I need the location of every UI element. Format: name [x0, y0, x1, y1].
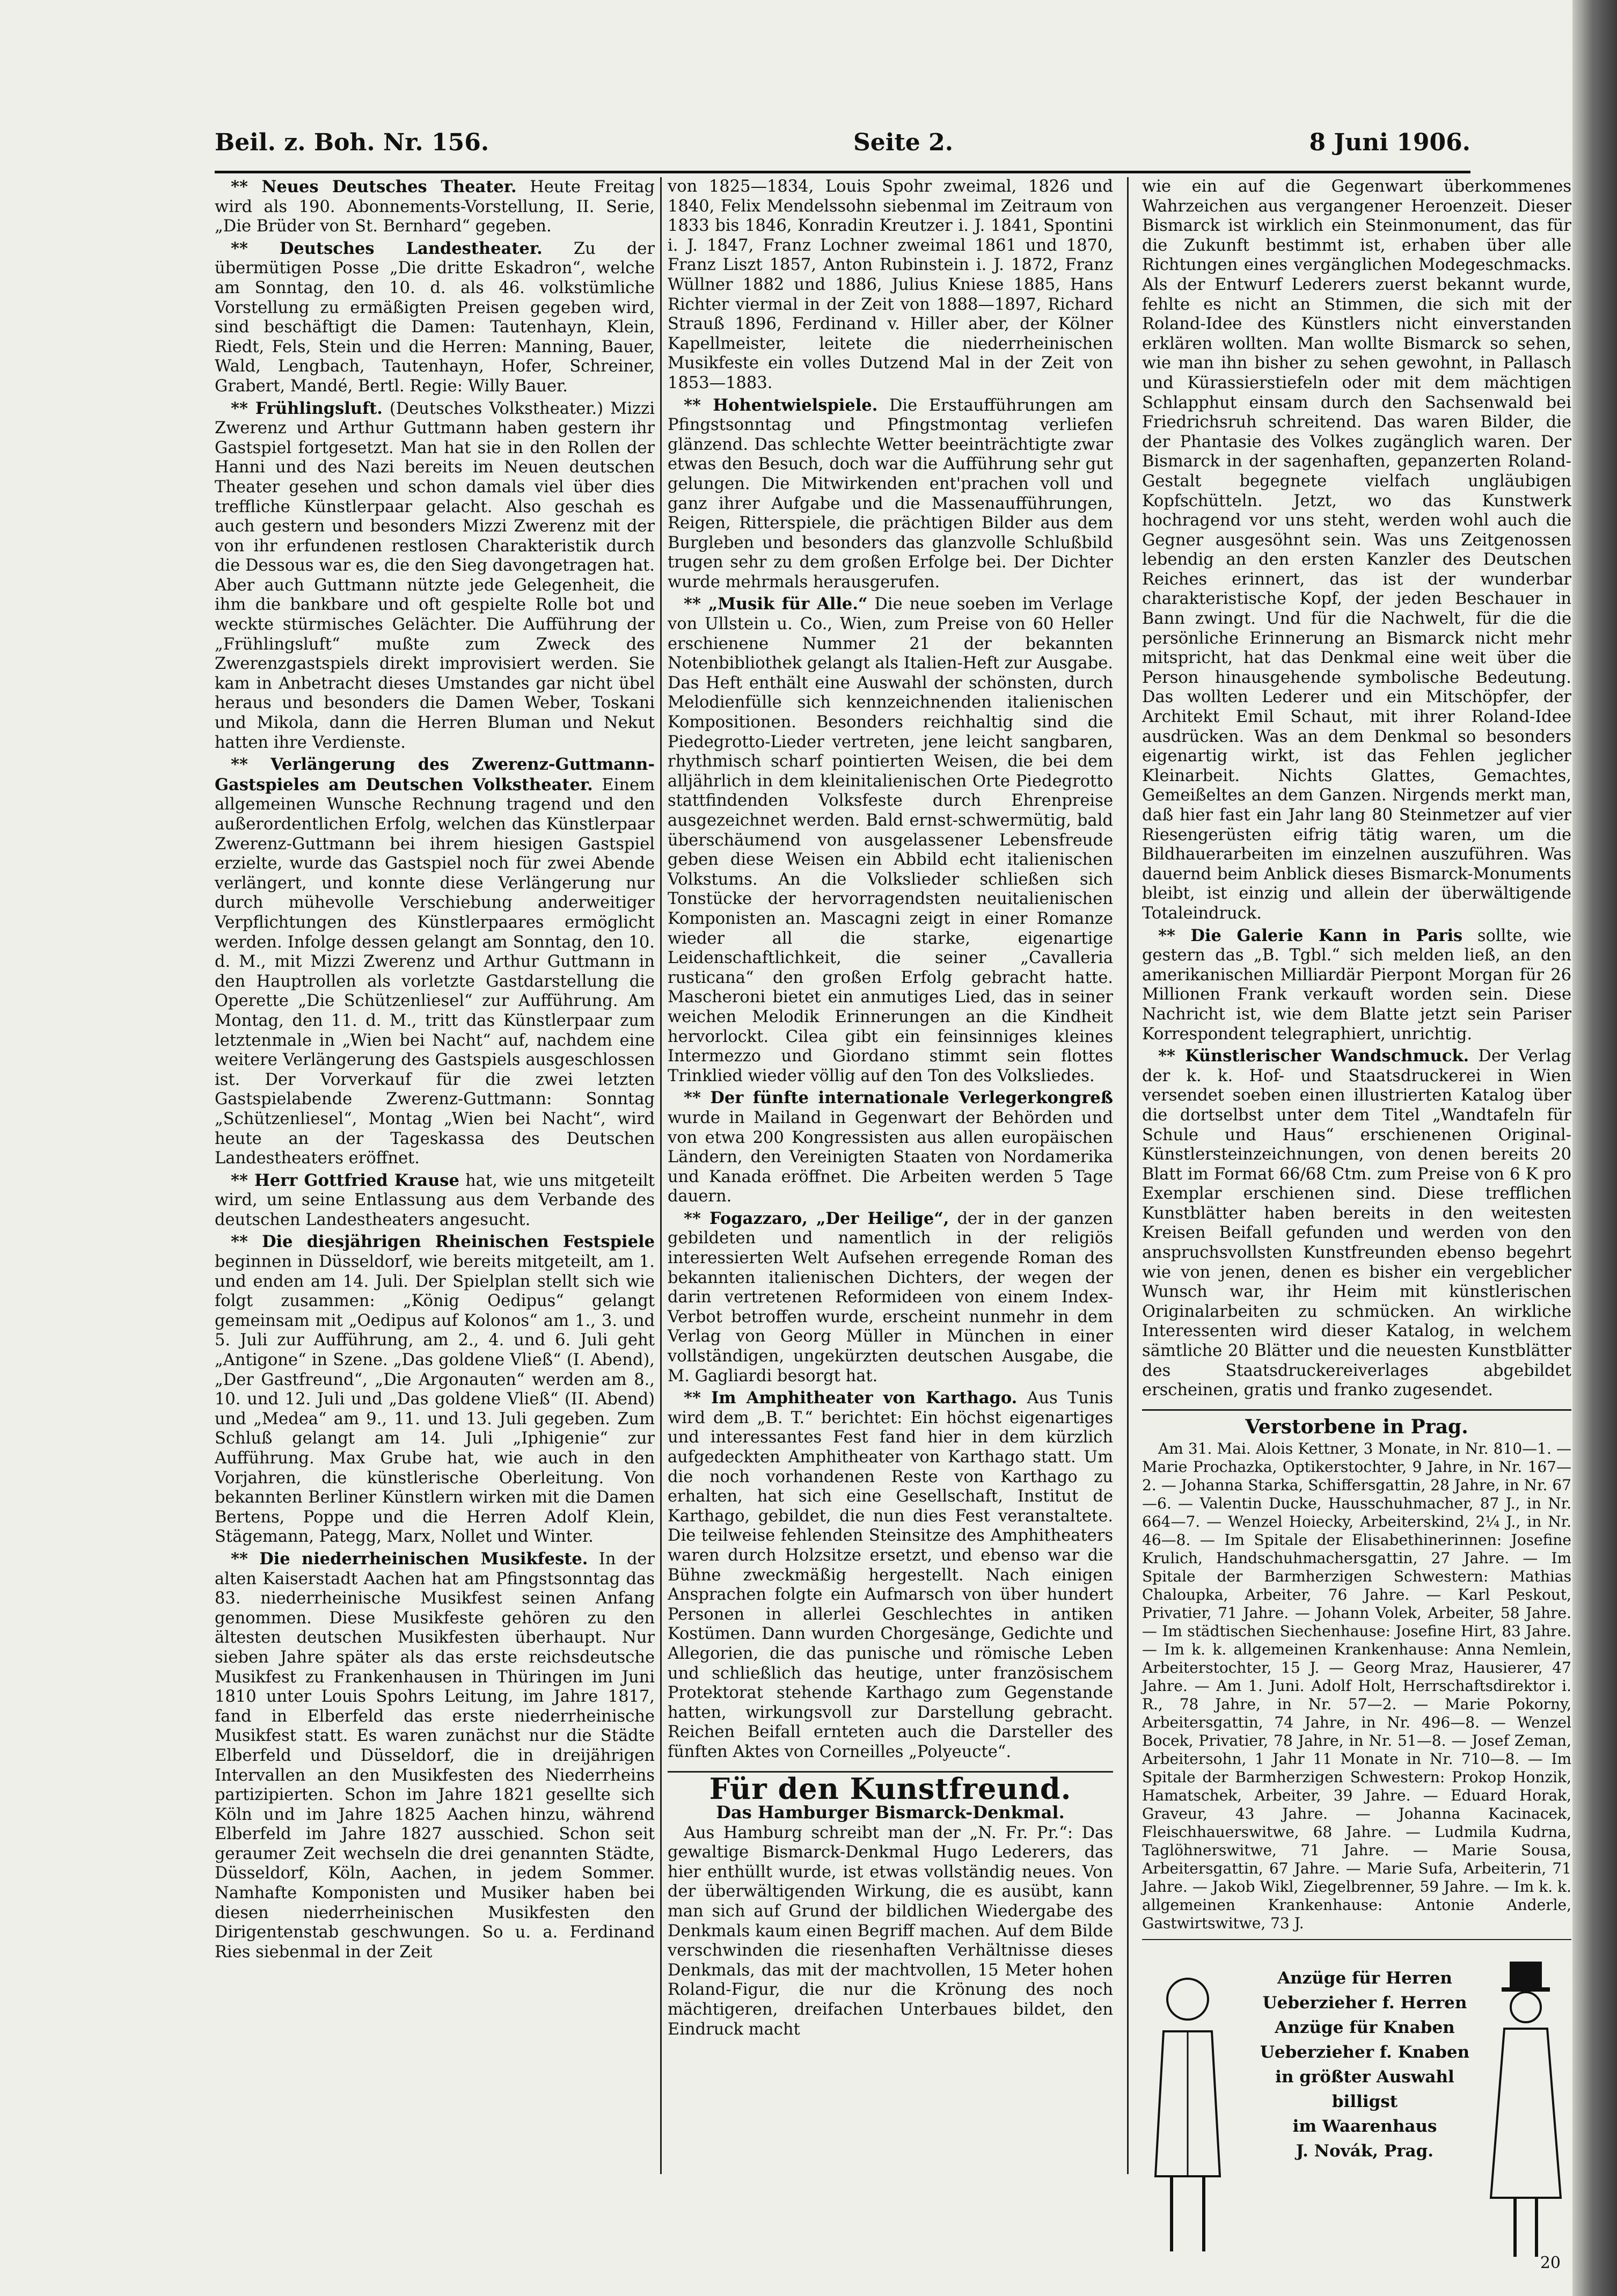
article-heading: ** Neues Deutsches Theater.	[231, 177, 517, 196]
article-body: In der alten Kaiserstadt Aachen hat am Pfingstsonntag das 83. niederrheinische Musikfest seinen Anfang genommen. Diese Musikfeste gehören zu den ältesten deutschen Musikfesten überhaupt. Nur sieben Jahre später als das erste reichsdeutsche Musikfest zu Frankenhausen in Thüringen im Juni 1810 unter Louis Spohrs Leitung, im Jahre 1817, fand in Elberfeld das erste niederrheinische Musikfest statt. Es waren zunächst nur die Städte Elberfeld und Düsseldorf, die in dreijährigen Intervallen an den Musikfesten des Niederrheins partizipierten. Schon im Jahre 1821 gesellte sich Köln und im Jahre 1825 Aachen hinzu, während Elberfeld im Jahre 1827 ausschied. Schon seit geraumer Zeit wechseln die drei genannten Städte, Düsseldorf, Köln, Aachen, in jedem Sommer. Namhafte Komponisten und Musiker haben bei diesen niederrheinischen Musikfesten den Dirigentenstab geschwungen. So u. a. Ferdinand Ries siebenmal in der Zeit	[215, 1549, 655, 1962]
column-divider-1	[660, 177, 662, 2174]
article	[668, 396, 1113, 593]
gentleman-figure-icon	[1486, 1962, 1566, 2262]
article-body: Einem allgemeinen Wunsche Rechnung tragend und den außerordentlichen Erfolg, welchen das Künstlerpaar Zwerenz-Guttmann bei ihrem hiesigen Gastspiel erzielte, wurde das Gastspiel noch für zwei Abende verlängert, und konnte diese Verlängerung nur durch mühevolle Verschiebung anderweitiger Verpflichtungen des Künstlerpaares ermöglicht werden. Infolge dessen gelangt am Sonntag, den 10. d. M., mit Mizzi Zwerenz und Arthur Guttmann in den Hauptrollen als vorletzte Gastdarstellung die Operette „Die Schützenliesel“ zur Aufführung. Am Montag, den 11. d. M., tritt das Künstlerpaar zum letztenmale in „Wien bei Nacht“ auf, nachdem eine weitere Verlängerung des Gastspiels ausgeschlossen ist. Der Vorverkauf für die zwei letzten Gastspielabende Zwerenz-Guttmann: Sonntag „Schützenliesel“, Montag „Wien bei Nacht“, wird heute an der Tageskassa des Deutschen Landestheaters eröffnet.	[215, 775, 655, 1168]
article	[668, 1209, 1113, 1386]
ad-line: billigst	[1331, 2092, 1398, 2112]
article-heading: ** Herr Gottfried Krause	[231, 1170, 459, 1190]
article-body: der in der ganzen gebildeten und namentlich in der religiös interessierten Welt Aufsehen erregende Roman des bekannten italienischen Dichters, der wegen der darin vertretenen Reformideen von einem Index-Verbot betroffen wurde, erscheint nunmehr in dem Verlag von Georg Müller in München in einer vollständigen, ungekürzten deutschen Ausgabe, die M. Gagliardi besorgt hat.	[668, 1209, 1113, 1386]
article	[215, 239, 655, 397]
article	[215, 1232, 655, 1547]
page-header	[215, 129, 1470, 166]
article-body: (Deutsches Volkstheater.) Mizzi Zwerenz und Arthur Guttmann haben gestern ihr Gastspiel fortgesetzt. Man hat sie in den Rollen der Hanni und des Nazi bereits im Neuen deutschen Theater gesehen und schon damals viel über dies treffliche Künstlerpaar gelacht. Also geschah es auch gestern und besonders Mizzi Zwerenz mit der von ihr erfundenen restlosen Charakteristik durch die Dessous war es, die den Sieg davongetragen hat. Aber auch Guttmann nützte jede Gelegenheit, die ihm die bankbare und oft gespielte Rolle bot und weckte stürmisches Gelächter. Die Aufführung der „Frühlingsluft“ mußte zum Zweck des Zwerenzgastspiels direkt improvisiert werden. Sie kam in Anbetracht dieses Umstandes gar nicht übel heraus und besonders die Damen Weber, Toskani und Mikola, dann die Herren Bluman und Nekut hatten ihre Verdienste.	[215, 399, 655, 752]
article-heading: ** Die diesjährigen Rheinischen Festspiele	[231, 1232, 655, 1252]
article-body: Heute Freitag wird als 190. Abonnements-Vorstellung, II. Serie, „Die Brüder von St. Bernhard“ gegeben.	[215, 178, 655, 236]
ad-line: in größter Auswahl	[1275, 2067, 1454, 2087]
ad-line: Anzüge für Herren	[1277, 1969, 1452, 1988]
article-body: Die neue soeben im Verlage von Ullstein u. Co., Wien, zum Preise von 60 Heller erschienene Nummer 21 der bekannten Notenbibliothek gelangt als Italien-Heft zur Ausgabe. Das Heft enthält eine Auswahl der schönsten, durch Melodienfülle sich kennzeichnenden italienischen Kompositionen. Besonders reichhaltig sind die Piedegrotto-Lieder vertreten, jene leicht sangbaren, rhythmisch scharf pointierten Weisen, die bei dem alljährlich in dem kleinitalienischen Orte Piedegrotto stattfindenden Volksfeste durch Ehrenpreise ausgezeichnet werden. Bald ernst-schwermütig, bald überschäumend von ausgelassener Lebensfreude geben diese Weisen ein Abbild echt italienischen Volkstums. An die Volkslieder schließen sich Tonstücke der hervorragendsten neuitalienischen Komponisten an. Mascagni zeigt in einer Romanze wieder all die starke, eigenartige Leidenschaftlichkeit, die seiner „Cavalleria rusticana“ den großen Erfolg gebracht hatte. Mascheroni bietet ein anmutiges Lied, das in seiner weichen Melodik Erinnerungen an die Kindheit hervorlockt. Cilea gibt ein feinsinniges kleines Intermezzo und Giordano stimmt sein flottes Trinklied wieder völlig auf den Ton des Volksliedes.	[668, 595, 1113, 1085]
ad-line: J. Novák, Prag.	[1296, 2141, 1434, 2161]
article-body: Zu der übermütigen Posse „Die dritte Eskadron“, welche am Sonntag, den 10. d. als 46. volkstümliche Vorstellung zu ermäßigten Preisen gegeben wird, sind beschäftigt die Damen: Tautenhayn, Klein, Riedt, Fels, Stein und die Herren: Manning, Bauer, Wald, Lengbach, Tautenhayn, Hofer, Schreiner, Grabert, Mandé, Bertl. Regie: Willy Bauer.	[215, 239, 655, 396]
article-heading: ** Fogazzaro, „Der Heilige“,	[684, 1208, 949, 1228]
column-3	[1142, 177, 1571, 2272]
article-heading: ** Der fünfte internationale Verlegerkongreß	[684, 1088, 1113, 1108]
article-continuation-bismarck: wie ein auf die Gegenwart überkommenes Wahrzeichen aus vergangener Heroenzeit. Dieser Bismarck ist wirklich ein Steinmonument, das für die Zukunft bestimmt ist, erhaben über alle Richtungen eines vergänglichen Modegeschmacks. Als der Entwurf Lederers zuerst bekannt wurde, fehlte es nicht an Stimmen, die sich mit der Roland-Idee des Künstlers nicht einverstanden erklären wollten. Man wollte Bismarck so sehen, wie man ihn bisher zu sehen gewohnt, in Pallasch und Kürassierstiefeln oder mit dem mächtigen Schlapphut einsam durch den Sachsenwald bei Friedrichsruh schreitend. Das waren Bilder, die der Phantasie des Volkes zugänglich waren. Der Bismarck in der sagenhaften, gepanzerten Roland-Gestalt begegnete vielfach ungläubigen Kopfschütteln. Jetzt, wo das Kunstwerk hochragend vor uns steht, werden wohl auch die Gegner ausgesöhnt sein. Was uns Zeitgenossen lebendig an den ersten Kanzler des Deutschen Reiches erinnert, das ist der wunderbar charakteristische Kopf, der jeden Beschauer in Bann zwingt. Und für die Nachwelt, für die die persönliche Erinnerung an Bismarck nicht mehr mitspricht, hat das Denkmal eine weit über die Person hinausgehende symbolische Bedeutung. Das wollten Lederer und ein Mitschöpfer, der Architekt Emil Schaut, mit ihrer Roland-Idee ausdrücken. Was an dem Denkmal so besonders eigenartig wirkt, ist das Fehlen jeglicher Kleinarbeit. Nichts Glattes, Gemachtes, Gemeißeltes an dem Ganzen. Nirgends merkt man, daß hier fast ein Jahr lang 80 Steinmetzer auf vier Riesengerüsten eifrig tätig waren, um die Bildhauerarbeiten im einzelnen auszuführen. Was dauernd beim Anblick dieses Bismarck-Monuments bleibt, ist einzig und allein der überwältigende Totaleindruck.	[1142, 177, 1571, 923]
article-heading: ** Die Galerie Kann in Paris	[1158, 925, 1463, 945]
article-body: Der Verlag der k. k. Hof- und Staatsdruckerei in Wien versendet soeben einen illustrierten Katalog über die dortselbst unter dem Titel „Wandtafeln für Schule und Haus“ erschienenen Original-Künstlersteinzeichnungen, von denen bereits 20 Blatt im Format 66/68 Ctm. zum Preise von 6 K pro Exemplar erschienen sind. Diese trefflichen Kunstblätter haben bereits in den weitesten Kreisen Beifall gefunden und werden von den anspruchsvollsten Kunstfreunden ebenso begehrt wie von jenen, denen es bisher ein vergeblicher Wunsch war, ihr Heim mit künstlerischen Originalarbeiten zu schmücken. An wirkliche Interessenten wird dieser Katalog, in welchem sämtliche 20 Blätter und die neuesten Kunstblätter des Staatsdruckereiverlages abgebildet erscheinen, gratis und franko zugesendet.	[1142, 1047, 1571, 1400]
article-heading: ** Künstlerischer Wandschmuck.	[1158, 1046, 1469, 1066]
article-heading: ** Die niederrheinischen Musikfeste.	[231, 1549, 588, 1569]
article-heading: ** Deutsches Landestheater.	[231, 238, 543, 258]
article-body: hat, wie uns mitgeteilt wird, um seine Entlassung aus dem Verbande des deutschen Landestheaters angesucht.	[215, 1171, 655, 1229]
header-issue: Beil. z. Boh. Nr. 156.	[215, 129, 489, 156]
article	[668, 1088, 1113, 1207]
article-body: wurde in Mailand in Gegenwart der Behörden und von etwa 200 Kongressisten aus allen europäischen Ländern, den Vereinigten Staaten von Nordamerika und Kanada eröffnet. Die Arbeiten werden 5 Tage dauern.	[668, 1108, 1113, 1206]
article	[668, 594, 1113, 1086]
article-heading: ** Frühlingsluft.	[231, 398, 383, 418]
article	[1142, 1046, 1571, 1401]
article	[668, 1388, 1113, 1762]
deaths-title: Verstorbene in Prag.	[1245, 1415, 1468, 1438]
ad-line: Anzüge für Knaben	[1275, 2018, 1455, 2038]
column-2	[668, 177, 1113, 2174]
article-body: Die Erstaufführungen am Pfingstsonntag und Pfingstmontag verliefen glänzend. Das schlechte Wetter beeinträchtigte zwar etwas den Besuch, doch war die Aufführung sehr gut gelungen. Die Mitwirkenden ent'prachen voll und ganz ihrer Aufgabe und die Massenaufführungen, Reigen, Ritterspiele, die prächtigen Bilder aus dem Burgleben und besonders das glanzvolle Schlußbild trugen sehr zu dem großen Erfolge bei. Der Dichter wurde mehrmals herausgerufen.	[668, 396, 1113, 592]
article-title-bismarck: Das Hamburger Bismarck-Denkmal.	[716, 1802, 1065, 1823]
section-rule-2	[1142, 1409, 1571, 1411]
article	[215, 1549, 655, 1962]
deaths-list: Am 31. Mai. Alois Kettner, 3 Monate, in Nr. 810—1. — Marie Prochazka, Optikerstochter, 9 Jahre, in Nr. 167—2. — Johanna Starka, Schiffersgattin, 28 Jahre, in Nr. 67—6. — Valentin Ducke, Hausschuhmacher, 87 J., in Nr. 664—7. — Wenzel Hoiecky, Arbeiterskind, 2¼ J., in Nr. 46—8. — Im Spitale der Elisabethinerinnen: Josefine Krulich, Handschuhmachersgattin, 27 Jahre. — Im Spitale der Barmherzigen Schwestern: Mathias Chaloupka, Arbeiter, 76 Jahre. — Karl Peskout, Privatier, 71 Jahre. — Johann Volek, Arbeiter, 58 Jahre. — Im städtischen Siechenhause: Josefine Hirt, 83 Jahre. — Im k. k. allgemeinen Krankenhause: Anna Nemlein, Arbeiterstochter, 15 J. — Georg Mraz, Hausierer, 47 Jahre. — Am 1. Juni. Adolf Holt, Herrschaftsdirektor i. R., 78 Jahre, in Nr. 57—2. — Marie Pokorny, Arbeitersgattin, 74 Jahre, in Nr. 496—8. — Wenzel Bocek, Privatier, 78 Jahre, in Nr. 51—8. — Josef Zeman, Arbeitersohn, 1 Jahr 11 Monate in Nr. 710—8. — Im Spitale der Barmherzigen Schwestern: Prokop Honzik, Hamatschek, Arbeiter, 39 Jahre. — Eduard Horak, Graveur, 43 Jahre. — Johanna Kacinacek, Fleischhauerswitwe, 68 Jahre. — Ludmila Kudrna, Taglöhnerswitwe, 71 Jahre. — Marie Sousa, Arbeitersgattin, 67 Jahre. — Marie Sufa, Arbeiterin, 71 Jahre. — Jakob Wikl, Ziegelbrenner, 59 Jahre. — Im k. k. allgemeinen Krankenhause: Antonie Anderle, Gastwirtswitwe, 73 J.	[1142, 1440, 1571, 1933]
header-rule	[215, 171, 1470, 173]
article	[1142, 926, 1571, 1045]
ad-line: im Waarenhaus	[1292, 2117, 1437, 2137]
boy-figure-icon	[1147, 1962, 1228, 2262]
section-title-kunstfreund: Für den Kunstfreund.	[709, 1771, 1072, 1806]
clothing-advertisement	[1142, 1939, 1571, 2284]
header-page-number: Seite 2.	[853, 129, 954, 156]
article-body: sollte, wie gestern das „B. Tgbl.“ sich melden ließ, an den amerikanischen Milliardär Pierpont Morgan für 26 Millionen Frank verkauft worden sein. Diese Nachricht ist, wie dem Blatte jetzt sein Pariser Korrespondent telegraphiert, unrichtig.	[1142, 926, 1571, 1044]
article	[215, 755, 655, 1168]
article	[215, 399, 655, 753]
article-heading: ** Im Amphitheater von Karthago.	[684, 1388, 1018, 1408]
advertisement-text	[1249, 1966, 1480, 2163]
column-divider-2	[1127, 177, 1129, 2174]
article-heading: ** „Musik für Alle.“	[684, 594, 868, 614]
article-body: Aus Tunis wird dem „B. T.“ berichtet: Ein höchst eigenartiges und interessantes Fest fand hier in dem kürzlich aufgedeckten Amphitheater von Karthago statt. Um die noch vorhandenen Reste von Karthago zu erhalten, hat sich eine Gesellschaft, Institut de Karthago, gebildet, die nun dies Fest veranstaltete. Die teilweise fehlenden Steinsitze des Amphitheaters waren durch Holzsitze ersetzt, und ebenso war die Bühne zweckmäßig hergestellt. Nach einigen Ansprachen folgte ein Aufmarsch von über hundert Personen in allerlei Geschlechtes in antiken Kostümen. Dann wurden Chorgesänge, Gedichte und Allegorien, die das punische und römische Leben und schließlich das heutige, unter französischem Protektorat stehende Karthago zum Gegenstande hatten, wirkungsvoll zur Darstellung gebracht. Reichen Beifall ernteten auch die Darsteller des fünften Aktes von Corneilles „Polyeucte“.	[668, 1389, 1113, 1761]
column-1	[215, 177, 655, 2174]
article	[215, 1171, 655, 1230]
article-text-bismarck: Aus Hamburg schreibt man der „N. Fr. Pr.“: Das gewaltige Bismarck-Denkmal Hugo Lederers, das hier enthüllt wurde, ist etwas vollständig neues. Von der überwältigenden Wirkung, die es ausübt, kann man sich auf Grund der bildlichen Wiedergabe des Denkmals kaum einen Begriff machen. Auf dem Bilde verschwinden die riesenhaften Verhältnisse dieses Denkmals, das mit der machtvollen, 15 Meter hohen Roland-Figur, die nur die Krönung des noch mächtigeren, dreifachen Unterbaues bildet, den Eindruck macht	[668, 1823, 1113, 2039]
article-heading: ** Verlängerung des Zwerenz-Guttmann-Gastspieles am Deutschen Volkstheater.	[215, 755, 655, 795]
article-continuation: von 1825—1834, Louis Spohr zweimal, 1826 und 1840, Felix Mendelssohn siebenmal im Zeitraum von 1833 bis 1846, Konradin Kreutzer i. J. 1841, Spontini i. J. 1847, Franz Lochner zweimal 1861 und 1870, Franz Liszt 1857, Anton Rubinstein i. J. 1872, Franz Wüllner 1882 und 1886, Julius Kniese 1885, Hans Richter viermal in der Zeit von 1888—1897, Richard Strauß 1896, Ferdinand v. Hiller aber, der Kölner Kapellmeister, leitete die niederrheinischen Musikfeste ein volles Dutzend Mal in der Zeit von 1853—1883.	[668, 177, 1113, 392]
article	[215, 177, 655, 237]
ad-line: Ueberzieher f. Herren	[1262, 1993, 1467, 2013]
article-heading: ** Hohentwielspiele.	[684, 395, 878, 415]
ad-line: Ueberzieher f. Knaben	[1260, 2043, 1470, 2062]
page-edge	[1572, 0, 1617, 2296]
advertisement-number: 20	[1540, 2253, 1561, 2272]
article-body: beginnen in Düsseldorf, wie bereits mitgeteilt, am 1. und enden am 14. Juli. Der Spielplan stellt sich wie folgt zusammen: „König Oedipus“ gelangt gemeinsam mit „Oedipus auf Kolonos“ am 1., 3. und 5. Juli zur Aufführung, am 2., 4. und 6. Juli geht „Antigone“ in Szene. „Das goldene Vließ“ (I. Abend), „Der Gastfreund“, „Die Argonauten“ werden am 8., 10. und 12. Juli und „Das goldene Vließ“ (II. Abend) und „Medea“ am 9., 11. und 13. Juli gegeben. Zum Schluß gelangt am 14. Juli „Iphigenie“ zur Aufführung. Max Grube hat, wie auch in den Vorjahren, die künstlerische Oberleitung. Von bekannten Berliner Künstlern wirken mit die Damen Bertens, Poppe und die Herren Adolf Klein, Stägemann, Pategg, Marx, Nollet und Winter.	[215, 1252, 655, 1547]
header-date: 8 Juni 1906.	[1309, 129, 1470, 156]
